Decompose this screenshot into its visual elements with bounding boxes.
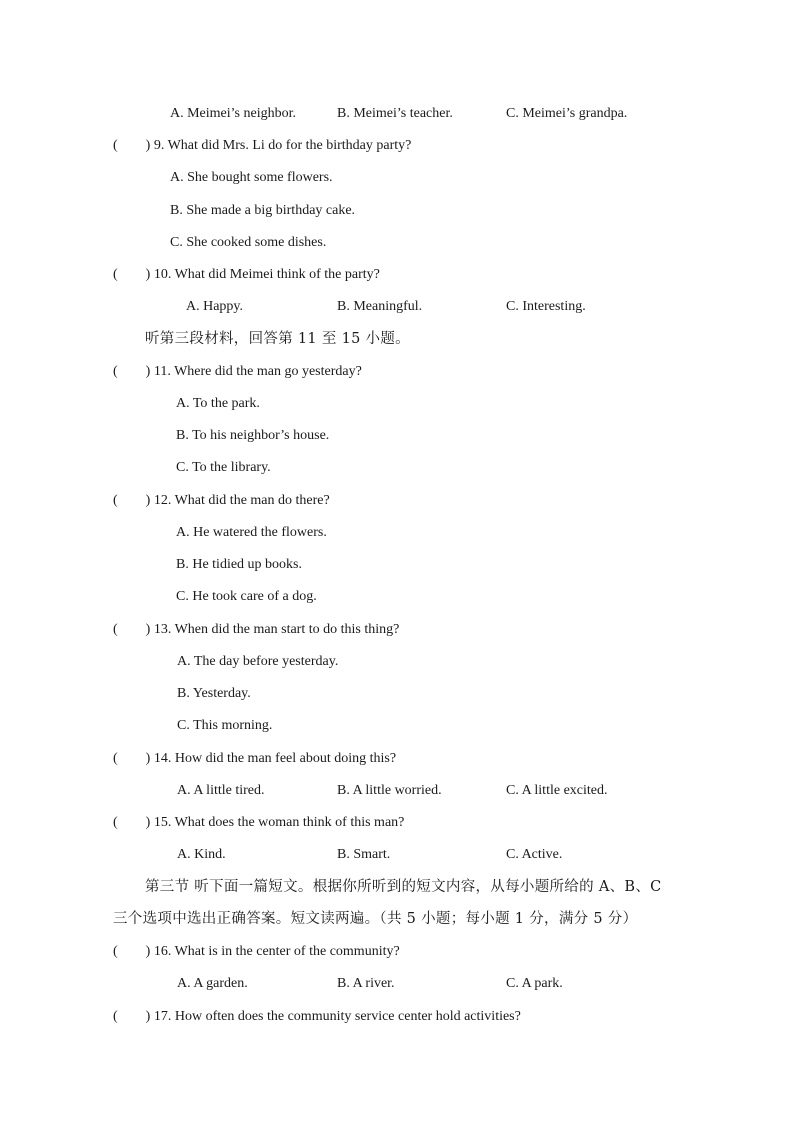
- question-text: 13. When did the man start to do this thing?: [153, 622, 400, 637]
- question-text: 9. What did Mrs. Li do for the birthday party?: [153, 138, 412, 153]
- question-text: 11. Where did the man go yesterday?: [153, 364, 362, 379]
- question-11: [113, 363, 362, 381]
- q12-option-c: C. He took care of a dog.: [176, 589, 317, 604]
- q13-option-b: B. Yesterday.: [177, 686, 251, 701]
- answer-paren-close: ): [145, 1009, 151, 1024]
- q9-option-c: C. She cooked some dishes.: [170, 235, 327, 250]
- answer-paren-open: (: [113, 815, 118, 830]
- q14-option-b: B. A little worried.: [337, 783, 442, 798]
- answer-paren-open: (: [113, 622, 118, 637]
- q16-option-c: C. A park.: [506, 976, 563, 991]
- answer-paren-open: (: [113, 138, 118, 153]
- question-16: [113, 943, 400, 961]
- q10-option-a: A. Happy.: [186, 299, 244, 314]
- question-text: 10. What did Meimei think of the party?: [153, 267, 380, 282]
- answer-paren-close: ): [145, 138, 151, 153]
- q10-option-b: B. Meaningful.: [337, 299, 423, 314]
- answer-paren-close: ): [145, 815, 151, 830]
- answer-paren-open: (: [113, 1009, 118, 1024]
- answer-paren-close: ): [145, 364, 151, 379]
- q11-option-a: A. To the park.: [176, 396, 260, 411]
- section-3-intro: 听第三段材料，回答第 11 至 15 小题。: [145, 331, 410, 347]
- answer-paren-close: ): [145, 751, 151, 766]
- q12-option-b: B. He tidied up books.: [176, 557, 302, 572]
- question-13: [113, 621, 399, 639]
- answer-paren-close: ): [145, 267, 151, 282]
- answer-paren-close: ): [145, 944, 151, 959]
- q16-option-b: B. A river.: [337, 976, 395, 991]
- q15-option-c: C. Active.: [506, 847, 563, 862]
- q8-option-b: B. Meimei’s teacher.: [337, 106, 453, 121]
- q10-option-c: C. Interesting.: [506, 299, 586, 314]
- answer-paren-open: (: [113, 267, 118, 282]
- question-text: 17. How often does the community service center hold activities?: [153, 1009, 521, 1024]
- q16-option-a: A. A garden.: [177, 976, 248, 991]
- q13-option-a: A. The day before yesterday.: [177, 654, 339, 669]
- answer-paren-close: ): [145, 493, 151, 508]
- question-9: [113, 137, 411, 155]
- question-17: [113, 1008, 521, 1026]
- answer-paren-open: (: [113, 493, 118, 508]
- answer-paren-open: (: [113, 751, 118, 766]
- answer-paren-close: ): [145, 622, 151, 637]
- q9-option-a: A. She bought some flowers.: [170, 170, 333, 185]
- question-15: [113, 814, 404, 832]
- question-text: 16. What is in the center of the community?: [153, 944, 400, 959]
- q8-option-c: C. Meimei’s grandpa.: [506, 106, 628, 121]
- q8-option-a: A. Meimei’s neighbor.: [170, 106, 296, 121]
- question-text: 12. What did the man do there?: [153, 493, 330, 508]
- q12-option-a: A. He watered the flowers.: [176, 525, 327, 540]
- question-12: [113, 492, 330, 510]
- q14-option-a: A. A little tired.: [177, 783, 265, 798]
- question-14: [113, 750, 396, 768]
- q15-option-b: B. Smart.: [337, 847, 391, 862]
- answer-paren-open: (: [113, 944, 118, 959]
- q15-option-a: A. Kind.: [177, 847, 226, 862]
- q14-option-c: C. A little excited.: [506, 783, 608, 798]
- question-text: 15. What does the woman think of this man?: [153, 815, 405, 830]
- question-text: 14. How did the man feel about doing this?: [153, 751, 397, 766]
- part-3-instructions-line-1: 第三节 听下面一篇短文。根据你所听到的短文内容，从每小题所给的 A、B、C: [145, 879, 662, 895]
- q11-option-b: B. To his neighbor’s house.: [176, 428, 330, 443]
- q11-option-c: C. To the library.: [176, 460, 271, 475]
- q13-option-c: C. This morning.: [177, 718, 273, 733]
- q9-option-b: B. She made a big birthday cake.: [170, 203, 356, 218]
- question-10: [113, 266, 380, 284]
- part-3-instructions-line-2: 三个选项中选出正确答案。短文读两遍。（共 5 小题；每小题 1 分，满分 5 分）: [113, 911, 638, 927]
- answer-paren-open: (: [113, 364, 118, 379]
